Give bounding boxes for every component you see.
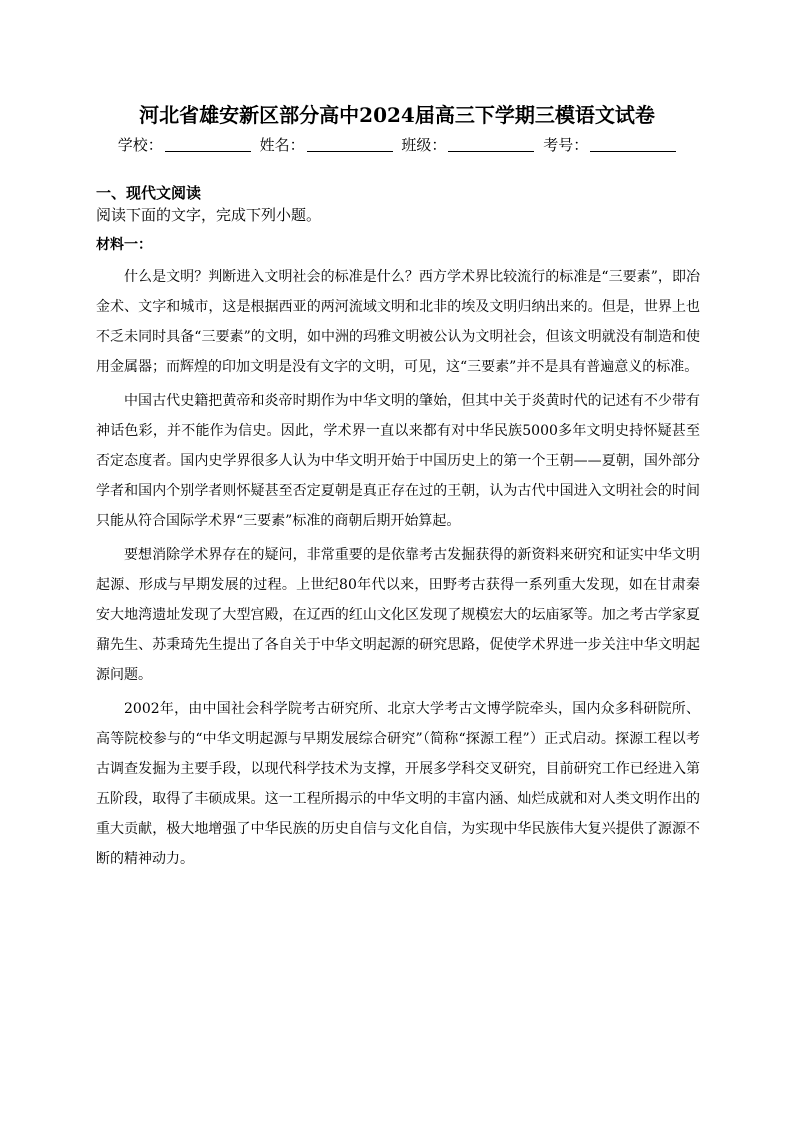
- school-field: [118, 134, 251, 156]
- paragraph: 2002年，由中国社会科学院考古研究所、北京大学考古文博学院牵头，国内众多科研院所、高等院校参与的“中华文明起源与早期发展综合研究”（简称“探源工程”）正式启动。探源工程以考古调查发掘为主要手段，以现代科学技术为支撑，开展多学科交叉研究，目前研究工作已经进入第五阶段，取得了丰硕成果。这一工程所揭示的中华文明的丰富内涵、灿烂成就和对人类文明作出的重大贡献，极大地增强了中华民族的历史自信与文化自信，为实现中华民族伟大复兴提供了源源不断的精神动力。: [96, 701, 700, 867]
- school-label: 学校：: [117, 136, 163, 154]
- name-blank: [307, 137, 393, 152]
- exam-number-blank: [590, 137, 676, 152]
- paragraph: 中国古代史籍把黄帝和炎帝时期作为中华文明的肇始，但其中关于炎黄时代的记述有不少带有神话色彩，并不能作为信史。因此，学术界一直以来都有对中华民族5000多年文明史持怀疑甚至否定态度者。国内史学界很多人认为中华文明开始于中国历史上的第一个王朝——夏朝，国外部分学者和国内个别学者则怀疑甚至否定夏朝是真正存在过的王朝，认为古代中国进入文明社会的时间只能从符合国际学术界“三要素”标准的商朝后期开始算起。: [96, 393, 700, 529]
- exam-number-label: 考号：: [543, 136, 589, 154]
- paragraph: 什么是文明？判断进入文明社会的标准是什么？西方学术界比较流行的标准是“三要素”，即冶金术、文字和城市，这是根据西亚的两河流域文明和北非的埃及文明归纳出来的。但是，世界上也不乏未同时具备“三要素”的文明，如中洲的玛雅文明被公认为文明社会，但该文明就没有制造和使用金属器；而辉煌的印加文明是没有文字的文明，可见，这“三要素”并不是具有普遍意义的标准。: [96, 269, 700, 375]
- material-label: 材料一：: [96, 237, 152, 253]
- material-body: [96, 262, 700, 878]
- student-info-line: [0, 134, 794, 156]
- school-blank: [165, 137, 251, 152]
- class-blank: [448, 137, 534, 152]
- name-label: 姓名：: [259, 136, 305, 154]
- reading-instruction: 阅读下面的文字，完成下列小题。: [96, 206, 322, 224]
- section-heading: 一、现代文阅读: [96, 184, 202, 202]
- paragraph: 要想消除学术界存在的疑问，非常重要的是依靠考古发掘获得的新资料来研究和证实中华文明起源、形成与早期发展的过程。上世纪80年代以来，田野考古获得一系列重大发现，如在甘肃秦安大地湾遗址发现了大型宫殿，在辽西的红山文化区发现了规模宏大的坛庙冢等。加之考古学家夏鼐先生、苏秉琦先生提出了各自关于中华文明起源的研究思路，促使学术界进一步关注中华文明起源问题。: [96, 547, 700, 683]
- name-field: [260, 134, 393, 156]
- document-title: 河北省雄安新区部分高中2024届高三下学期三模语文试卷: [139, 103, 655, 127]
- class-field: [401, 134, 534, 156]
- class-label: 班级：: [401, 136, 447, 154]
- exam-number-field: [543, 134, 676, 156]
